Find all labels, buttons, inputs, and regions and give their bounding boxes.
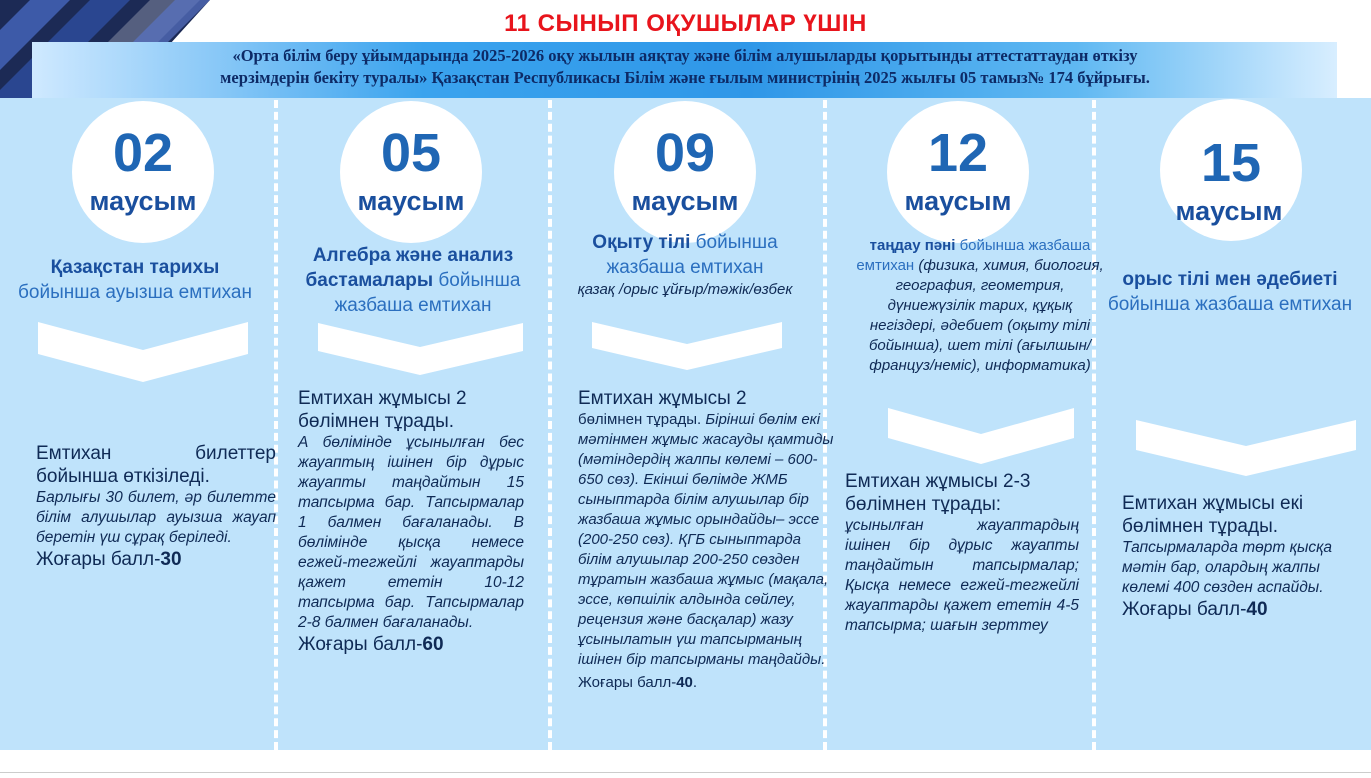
chevron-down-icon xyxy=(318,323,523,375)
date-day: 09 xyxy=(654,123,716,183)
exam-description xyxy=(1122,492,1358,621)
date-month: маусым xyxy=(904,186,1012,216)
chevron-down-icon xyxy=(888,408,1074,464)
subject-type: бойынша жазбаша емтихан xyxy=(1107,294,1353,315)
max-score: Жоғары балл-30 xyxy=(36,549,182,570)
subtitle xyxy=(40,45,1330,89)
exam-description xyxy=(298,387,524,656)
column-divider xyxy=(548,100,552,750)
desc-head: Емтихан жұмысы екі бөлімнен тұрады. xyxy=(1122,493,1304,537)
subject-type: бойынша жазбаша емтихан xyxy=(606,232,778,278)
date-day: 05 xyxy=(380,123,442,183)
subtitle-line-1: «Орта білім беру ұйымдарында 2025-2026 оқу жылын аяқтау және білім алушыларды қорытынды аттестаттаудан өткізу xyxy=(232,46,1138,65)
chevron-down-icon xyxy=(1136,420,1356,476)
exam-subject xyxy=(856,236,1104,376)
date-month: маусым xyxy=(357,186,465,216)
desc-body: А бөлімінде ұсынылған бес жауаптың ішінен бір дұрыс жауапты таңдайтын 15 тапсырма бар. Тапсырмалар 1 балмен бағаланады. В бөлімінде қысқа немесе егжей-тегжейлі жауаптарды қажет ететін 10-12 тапсырма бар. Тапсырмалар 2-8 балмен бағаланады. xyxy=(298,434,524,631)
desc-head: Емтихан жұмысы 2 xyxy=(578,388,747,409)
subject-list: (физика, химия, биология, география, геометрия, дүниежүзілік тарих, құқық негіздері, әдебиет (оқыту тілі бойынша), шет тілі (ағылшын/француз/неміс), информатика) xyxy=(868,257,1104,374)
desc-body: Тапсырмаларда төрт қысқа мәтін бар, олардың жалпы көлемі 400 сөзден аспайды. xyxy=(1122,539,1333,596)
desc-body: бөлімнен тұрады. Бірінші бөлім екі мәтінмен жұмыс жасауды қамтиды (мәтіндердің жалпы көлемі – 600-650 сөз). Екінші бөлімде ЖМБ сыныптарда білім алушылар бір жазбаша жұмыс орындайды– эссе (200-250 сөз). ҚГБ сыныптарда білім алушылар 200-250 сөзден тұратын жазбаша жұмыс (мақала, эссе, көпшілік алдында сөйлеу, рецензия және басқалар) жазу ұсынылатын үш тапсырманың ішінен бір тапсырманы таңдайды. xyxy=(578,411,834,668)
chevron-down-icon xyxy=(38,322,248,382)
exam-subject xyxy=(560,230,810,299)
desc-head: Емтихан жұмысы 2 бөлімнен тұрады. xyxy=(298,388,467,432)
desc-head: Емтихан жұмысы 2-3 бөлімнен тұрады: xyxy=(845,471,1031,515)
page-title: 11 СЫНЫП ОҚУШЫЛАР ҮШІН xyxy=(504,10,867,37)
desc-body: ұсынылған жауаптардың ішінен бір дұрыс жауапты таңдайтын тапсырмалар; Қысқа немесе егжей-тегжейлі жауаптарды қажет ететін 4-5 тапсырма; шағын зерттеу xyxy=(845,517,1079,634)
max-score: Жоғары балл-60 xyxy=(298,634,444,655)
exam-description xyxy=(36,442,276,571)
bottom-border xyxy=(0,772,1371,773)
column-divider xyxy=(274,100,278,750)
desc-head: Емтихан билеттер бойынша өткізіледі. xyxy=(36,443,276,487)
date-day: 02 xyxy=(112,123,174,183)
exam-description xyxy=(845,470,1079,636)
column-divider xyxy=(1092,100,1096,750)
date-month: маусым xyxy=(89,186,197,216)
max-score: Жоғары балл-40. xyxy=(578,674,698,691)
exam-description xyxy=(578,387,834,694)
subject-type: бойынша жазбаша емтихан xyxy=(856,237,1091,274)
subject-name: орыс тілі мен әдебиеті xyxy=(1122,269,1338,290)
date-month: маусым xyxy=(631,186,739,216)
subject-type: бойынша жазбаша емтихан xyxy=(334,270,521,316)
date-day: 15 xyxy=(1200,133,1262,193)
exam-subject xyxy=(288,243,538,318)
subject-name: Қазақстан тарихы xyxy=(50,257,220,278)
chevron-down-icon xyxy=(592,322,782,370)
subject-languages: қазақ /орыс ұйғыр/тәжік/өзбек xyxy=(577,281,793,298)
exam-subject xyxy=(15,255,255,305)
date-day: 12 xyxy=(927,123,989,183)
date-month: маусым xyxy=(1175,196,1283,226)
exam-subject xyxy=(1100,267,1360,317)
subject-name: таңдау пәні xyxy=(869,237,956,254)
subject-name: Алгебра және анализ бастамалары xyxy=(305,245,514,291)
subject-name: Оқыту тілі xyxy=(592,232,691,253)
subject-type: бойынша ауызша емтихан xyxy=(18,282,252,303)
max-score: Жоғары балл-40 xyxy=(1122,599,1268,620)
subtitle-line-2: мерзімдерін бекіту туралы» Қазақстан Республикасы Білім және ғылым министрінің 2025 жылғы 05 тамыз№ 174 бұйрығы. xyxy=(220,68,1150,87)
desc-body: Барлығы 30 билет, әр билетте білім алушылар ауызша жауап беретін үш сұрақ беріледі. xyxy=(36,489,276,546)
